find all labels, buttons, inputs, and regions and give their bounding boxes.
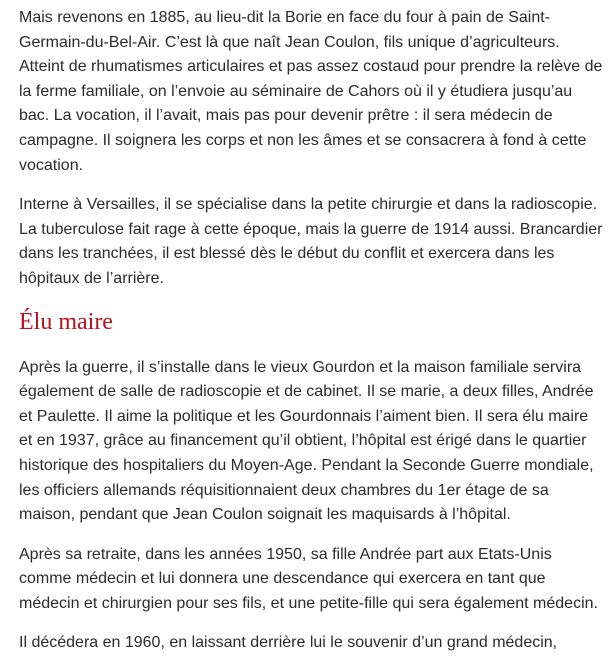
paragraph-internship: Interne à Versailles, il se spécialise dans la petite chirurgie et dans la radioscopie. La tuberculose fait rage à cette époque, mais la guerre de 1914 aussi. Brancardier dans les tranchées, il est blessé dès le début du conflit et exercera dans les hôpitaux de l’arrière. [19,196,603,287]
article-body [19,6,603,671]
paragraph-birth: Mais revenons en 1885, au lieu-dit la Borie en face du four à pain de Saint-Germain-du-Bel-Air. C’est là que naît Jean Coulon, fils unique d’agriculteurs. Atteint de rhumatismes articulaires et pas assez costaud pour prendre la relève de la ferme familiale, on l’envoie au séminaire de Cahors où il y étudiera jusqu’au bac. La vocation, il l’avait, mais pas pour devenir prêtre : il sera médecin de campagne. Il soignera les corps et non les âmes et se consacrera à fond à cette vocation. [19,9,603,174]
paragraph-retirement: Après sa retraite, dans les années 1950, sa fille Andrée part aux Etats-Unis comme médecin et lui donnera une descendance qui exercera en tant que médecin et chirurgien pour ses fils, et une petite-fille qui sera également médecin. [19,545,598,612]
paragraph-death: Il décédera en 1960, en laissant derrière lui le souvenir d’un grand médecin, [19,634,558,652]
paragraph-after-war: Après la guerre, il s’installe dans le vieux Gourdon et la maison familiale servira également de salle de radioscopie et de cabinet. Il se marie, a deux filles, Andrée et Paulette. Il aime la politique et les Gourdonnais l’aiment bien. Il sera élu maire et en 1937, grâce au financement qu’il obtient, l’hôpital est érigé dans le quartier historique des hospitaliers du Moyen-Age. Pendant la Seconde Guerre mondiale, les officiers allemands réquisitionnaient deux chambres du 1er étage de sa maison, pendant que Jean Coulon soignait les maquisards à l’hôpital. [19,358,594,524]
section-heading: Élu maire [19,308,113,335]
